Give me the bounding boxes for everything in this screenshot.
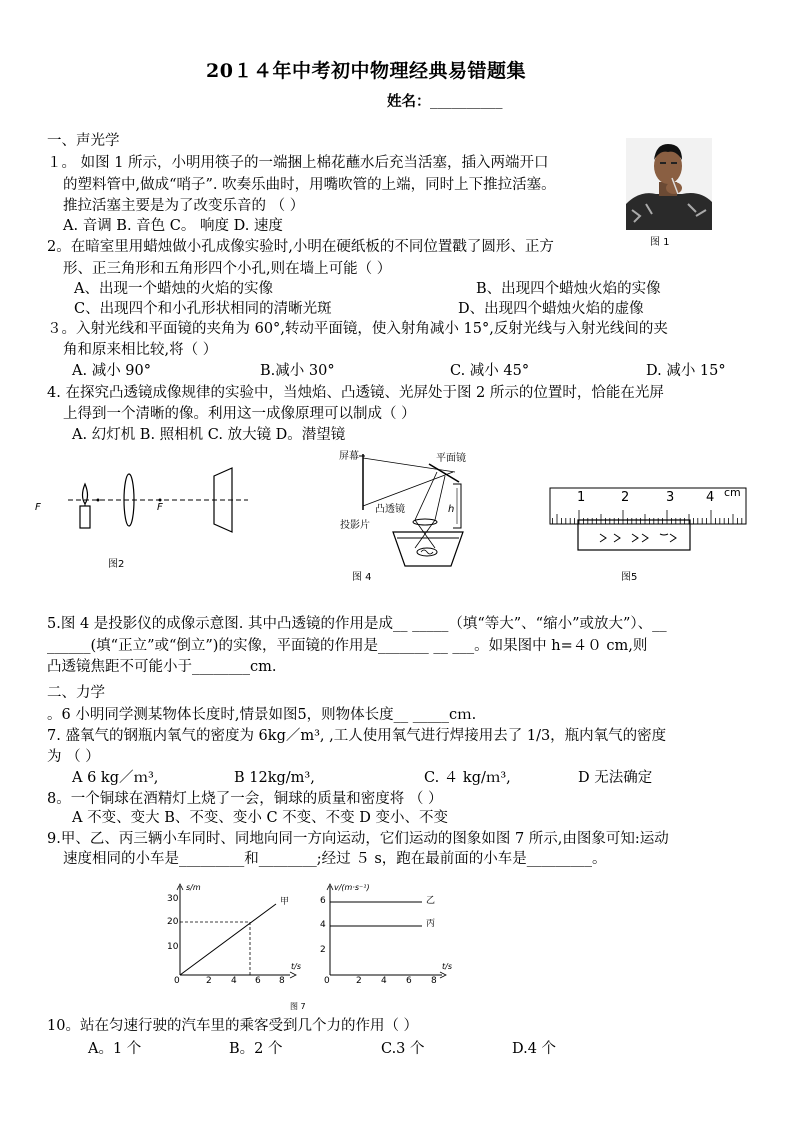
q8-line1: 8。一个铜球在酒精灯上烧了一会，铜球的质量和密度将 （ ） (47, 791, 443, 807)
q2-option-d: D、出现四个蜡烛火焰的虚像 (458, 301, 644, 317)
name-label: 姓名： (387, 93, 431, 110)
label-h: h (448, 504, 455, 515)
graph2-xtick-2: 2 (356, 976, 362, 986)
graph1-ytick-20: 20 (167, 917, 179, 927)
graph1-x-label: t/s (291, 962, 301, 971)
candle-flame (83, 484, 88, 504)
graph2-x-label: t/s (442, 962, 452, 971)
q6-line1: 。6 小明同学测某物体长度时,情景如图5，则物体长度__ _____cｍ. (47, 707, 477, 723)
figure7-motion-graphs (160, 880, 450, 990)
projector-box (393, 532, 463, 566)
q2-line2: 形、正三角形和五角形四个小孔,则在墙上可能（ ） (63, 261, 392, 277)
graph2-ytick-2: 2 (320, 945, 326, 955)
q5-line1: 5.图 4 是投影仪的成像示意图. 其中凸透镜的作用是成__ _____（填“等大”、“缩小”或放大”）、__ (47, 616, 667, 632)
graph1-line-label: 甲 (280, 897, 290, 907)
ruler-num-2: 2 (621, 490, 630, 505)
q9-line2: 速度相同的小车是_________和________;经过 ５ s，跑在最前面的小车是_________。 (63, 851, 607, 867)
ruler-num-1: 1 (577, 490, 586, 505)
graph1-ytick-30: 30 (167, 894, 179, 904)
graph2-xtick-0: 0 (324, 976, 330, 986)
q10-option-b: B。2 个 (229, 1041, 283, 1057)
name-blank: __________ (430, 93, 503, 109)
q3-line2: 角和原来相比较,将（ ） (63, 342, 218, 358)
figure7-caption: 图 7 (290, 1002, 306, 1011)
figure4-projector-diagram (335, 448, 485, 573)
label-convex-lens: 凸透镜 (375, 504, 405, 515)
graph2-xtick-4: 4 (381, 976, 387, 986)
graph2-ytick-4: 4 (320, 920, 326, 930)
graph1-xtick-4: 4 (231, 976, 237, 986)
q7-option-d: D 无法确定 (578, 770, 653, 786)
q10-option-c: C.3 个 (381, 1041, 425, 1057)
q10-line1: 10。站在匀速行驶的汽车里的乘客受到几个力的作用（ ） (47, 1018, 419, 1034)
q7-option-b: B 12kg/m³, (234, 770, 315, 786)
figure4-caption: 图 4 (352, 572, 372, 583)
line-jia (180, 904, 276, 975)
label-plane-mirror: 平面镜 (436, 453, 466, 464)
q7-line1: 7. 盛氧气的钢瓶内氧气的密度为 6kg／m³, ,工人使用氧气进行焊接用去了 1/3，瓶内氧气的密度 (47, 728, 667, 744)
figure1-photo (626, 138, 712, 230)
q4-line1: 4. 在探究凸透镜成像规律的实验中，当烛焰、凸透镜、光屏处于图 2 所示的位置时，恰能在光屏 (47, 385, 664, 401)
figure5-caption: 图5 (621, 572, 638, 583)
q1-line2: 的塑料管中,做成“哨子”. 吹奏乐曲时，用嘴吹管的上端，同时上下推拉活塞。 (63, 177, 556, 193)
candle-body (80, 506, 90, 528)
graph2-y-label: v/(m·s⁻¹) (334, 883, 370, 892)
graph1-xtick-8: 8 (279, 976, 285, 986)
label-screen: 屏幕 (339, 451, 359, 462)
focal-point-right: F (157, 502, 163, 513)
q9-line1: 9.甲、乙、丙三辆小车同时、同地向同一方向运动，它们运动的图象如图 7 所示,由图象可知:运动 (47, 831, 669, 847)
graph2-line-yi-label: 乙 (426, 896, 436, 906)
ruler-unit: cm (724, 486, 741, 499)
q3-option-d: D. 减小 15° (646, 363, 726, 379)
page-title: 20１４年中考初中物理经典易错题集 (206, 60, 526, 82)
focal-point-left: F (35, 502, 41, 513)
q1-options: A. 音调 B. 音色 C。 响度 D. 速度 (63, 218, 283, 234)
q3-option-c: C. 减小 45° (450, 363, 530, 379)
q10-option-d: D.4 个 (512, 1041, 557, 1057)
q10-option-a: A。1 个 (88, 1041, 142, 1057)
q3-option-a: A. 减小 90° (72, 363, 151, 379)
q3-option-b: B.减小 30° (260, 363, 335, 379)
ruler-num-3: 3 (666, 490, 675, 505)
q5-line2: ______(填“正立”或“倒立”)的实像，平面镜的作用是_______ __ ___。如果图中 h=４０ cm,则 (47, 638, 648, 654)
graph2-xtick-8: 8 (431, 976, 437, 986)
label-slide: 投影片 (340, 520, 370, 531)
q4-options: A. 幻灯机 B. 照相机 C. 放大镜 D。潜望镜 (72, 427, 346, 443)
q2-option-c: C、出现四个和小孔形状相同的清晰光斑 (74, 301, 332, 317)
section-heading-mechanics: 二、力学 (47, 685, 105, 701)
q2-option-a: A、出现一个蜡烛的火焰的实像 (74, 281, 273, 297)
graph2-line-bing-label: 丙 (426, 919, 436, 929)
q3-line1: ３。入射光线和平面镜的夹角为 60°,转动平面镜，使入射角减小 15°,反射光线与入射光线间的夹 (47, 321, 668, 337)
graph1-y-label: s/m (186, 883, 201, 892)
graph2-xtick-6: 6 (406, 976, 412, 986)
section-heading-acoustics-optics: 一、声光学 (47, 133, 120, 149)
q7-option-a: A 6 kg／ｍ³, (72, 770, 159, 786)
q2-line1: 2。在暗室里用蜡烛做小孔成像实验时,小明在硬纸板的不同位置戳了圆形、正方 (47, 239, 554, 255)
ruler-num-4: 4 (706, 490, 715, 505)
q8-options: A 不变、变大 B、不变、变小 C 不变、不变 D 变小、不变 (72, 810, 448, 826)
graph1-ytick-10: 10 (167, 942, 179, 952)
graph2-ytick-6: 6 (320, 896, 326, 906)
q7-option-c: C. ４ kg/ｍ³, (424, 770, 511, 786)
graph1-xtick-6: 6 (255, 976, 261, 986)
q1-line3: 推拉活塞主要是为了改变乐音的 （ ） (63, 198, 305, 214)
figure1-caption: 图 1 (650, 237, 670, 248)
graph-st (177, 884, 296, 978)
q7-line2: 为 （ ） (47, 749, 100, 765)
q5-line3: 凸透镜焦距不可能小于________cm. (47, 659, 277, 675)
graph1-xtick-2: 2 (206, 976, 212, 986)
q2-option-b: B、出现四个蜡烛火焰的实像 (476, 281, 661, 297)
q1-line1: １。 如图 1 所示，小明用筷子的一端捆上棉花蘸水后充当活塞，插入两端开口 (47, 155, 549, 171)
q4-line2: 上得到一个清晰的像。利用这一成像原理可以制成（ ） (63, 406, 416, 422)
figure2-caption: 图2 (108, 559, 125, 570)
graph1-xtick-0: 0 (174, 976, 180, 986)
